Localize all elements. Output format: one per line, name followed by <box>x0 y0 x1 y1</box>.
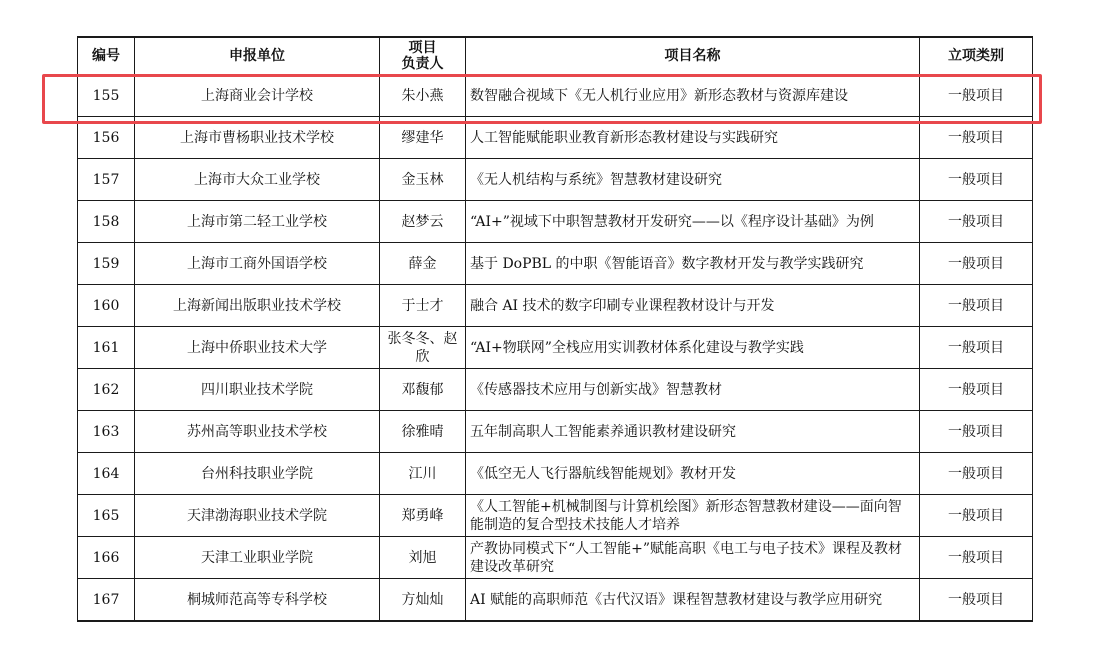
row-number: 160 <box>78 285 135 327</box>
row-person: 朱小燕 <box>380 75 466 117</box>
row-category: 一般项目 <box>920 75 1033 117</box>
table-row <box>78 327 1033 369</box>
row-person: 方灿灿 <box>380 579 466 622</box>
row-number: 156 <box>78 117 135 159</box>
row-organization: 上海市工商外国语学校 <box>135 243 380 285</box>
row-person: 刘旭 <box>380 537 466 579</box>
row-person: 郑勇峰 <box>380 495 466 537</box>
row-number: 164 <box>78 453 135 495</box>
row-category: 一般项目 <box>920 369 1033 411</box>
table-row <box>78 159 1033 201</box>
row-category: 一般项目 <box>920 495 1033 537</box>
row-organization: 上海中侨职业技术大学 <box>135 327 380 369</box>
table-row <box>78 243 1033 285</box>
row-person: 张冬冬、赵欣 <box>380 327 466 369</box>
row-organization: 台州科技职业学院 <box>135 453 380 495</box>
row-organization: 四川职业技术学院 <box>135 369 380 411</box>
row-number: 161 <box>78 327 135 369</box>
row-project-name: 五年制高职人工智能素养通识教材建设研究 <box>466 411 920 453</box>
row-organization: 上海市曹杨职业技术学校 <box>135 117 380 159</box>
row-organization: 上海新闻出版职业技术学校 <box>135 285 380 327</box>
header-number: 编号 <box>78 37 135 75</box>
row-number: 158 <box>78 201 135 243</box>
row-project-name: 《传感器技术应用与创新实战》智慧教材 <box>466 369 920 411</box>
row-category: 一般项目 <box>920 327 1033 369</box>
row-project-name: 基于 DoPBL 的中职《智能语音》数字教材开发与教学实践研究 <box>466 243 920 285</box>
row-organization: 上海市第二轻工业学校 <box>135 201 380 243</box>
row-category: 一般项目 <box>920 537 1033 579</box>
row-number: 166 <box>78 537 135 579</box>
row-person: 缪建华 <box>380 117 466 159</box>
row-person: 金玉林 <box>380 159 466 201</box>
row-number: 165 <box>78 495 135 537</box>
row-category: 一般项目 <box>920 201 1033 243</box>
row-number: 167 <box>78 579 135 622</box>
row-organization: 天津工业职业学院 <box>135 537 380 579</box>
header-row <box>78 37 1033 75</box>
row-number: 159 <box>78 243 135 285</box>
row-project-name: 产教协同模式下“人工智能+”赋能高职《电工与电子技术》课程及教材建设改革研究 <box>466 537 920 579</box>
row-organization: 天津渤海职业技术学院 <box>135 495 380 537</box>
table-row <box>78 411 1033 453</box>
row-category: 一般项目 <box>920 453 1033 495</box>
row-category: 一般项目 <box>920 117 1033 159</box>
row-number: 155 <box>78 75 135 117</box>
row-number: 163 <box>78 411 135 453</box>
row-person: 徐雅晴 <box>380 411 466 453</box>
row-project-name: 人工智能赋能职业教育新形态教材建设与实践研究 <box>466 117 920 159</box>
row-project-name: “AI+物联网”全栈应用实训教材体系化建设与教学实践 <box>466 327 920 369</box>
header-organization: 申报单位 <box>135 37 380 75</box>
header-person-line2: 负责人 <box>401 56 444 72</box>
row-project-name: 《低空无人飞行器航线智能规划》教材开发 <box>466 453 920 495</box>
row-organization: 苏州高等职业技术学校 <box>135 411 380 453</box>
row-organization: 上海商业会计学校 <box>135 75 380 117</box>
table-row <box>78 453 1033 495</box>
table-row <box>78 579 1033 622</box>
header-project-name: 项目名称 <box>466 37 920 75</box>
row-person: 江川 <box>380 453 466 495</box>
row-person: 薛金 <box>380 243 466 285</box>
row-category: 一般项目 <box>920 285 1033 327</box>
row-category: 一般项目 <box>920 579 1033 622</box>
table-row <box>78 285 1033 327</box>
row-number: 157 <box>78 159 135 201</box>
project-table <box>77 36 1033 622</box>
row-category: 一般项目 <box>920 243 1033 285</box>
table-row <box>78 75 1033 117</box>
row-project-name: “AI+”视域下中职智慧教材开发研究——以《程序设计基础》为例 <box>466 201 920 243</box>
header-person-line1: 项目 <box>408 40 437 56</box>
row-project-name: AI 赋能的高职师范《古代汉语》课程智慧教材建设与教学应用研究 <box>466 579 920 622</box>
row-person: 邓馥郁 <box>380 369 466 411</box>
row-number: 162 <box>78 369 135 411</box>
row-person: 于士才 <box>380 285 466 327</box>
row-person: 赵梦云 <box>380 201 466 243</box>
row-project-name: 《无人机结构与系统》智慧教材建设研究 <box>466 159 920 201</box>
row-project-name: 融合 AI 技术的数字印刷专业课程教材设计与开发 <box>466 285 920 327</box>
table-row <box>78 117 1033 159</box>
table-row <box>78 201 1033 243</box>
header-category: 立项类别 <box>920 37 1033 75</box>
table-row <box>78 495 1033 537</box>
row-project-name: 数智融合视域下《无人机行业应用》新形态教材与资源库建设 <box>466 75 920 117</box>
row-category: 一般项目 <box>920 411 1033 453</box>
row-project-name: 《人工智能+机械制图与计算机绘图》新形态智慧教材建设——面向智能制造的复合型技术技能人才培养 <box>466 495 920 537</box>
table-row <box>78 537 1033 579</box>
row-category: 一般项目 <box>920 159 1033 201</box>
table-row <box>78 369 1033 411</box>
row-organization: 上海市大众工业学校 <box>135 159 380 201</box>
header-person <box>380 37 466 75</box>
row-organization: 桐城师范高等专科学校 <box>135 579 380 622</box>
